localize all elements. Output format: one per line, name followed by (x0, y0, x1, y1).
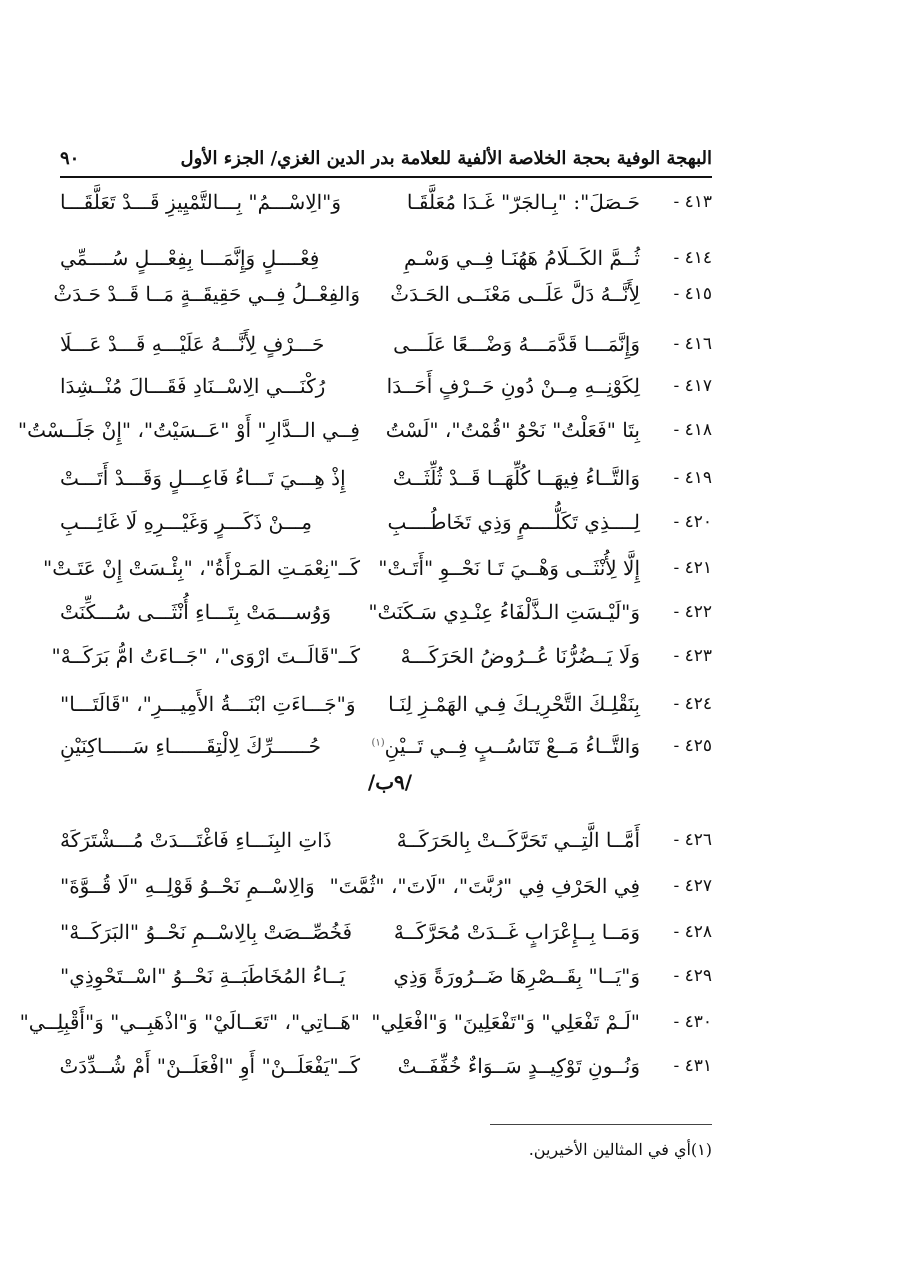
verse-415 (53, 272, 712, 316)
verse-426 (60, 818, 712, 862)
verse-number: ٤١٨ - (673, 420, 712, 440)
verse-second-hemistich: وَالِاسْــمِ نَحْــوُ قَوْلِــهِ "لَا قُــوَّةَ" (60, 874, 315, 898)
verse-first-hemistich: أَمَّــا الَّتِــي تَحَرَّكَــتْ بِالحَرَكَــهْ (396, 828, 640, 852)
verse-second-hemistich: فِــي الــدَّارِ" أَوْ "عَــسَيْتُ"، "إِنْ جَلَــسْتُ" (17, 418, 360, 442)
verse-second-hemistich: فِعْــــلٍ وَإِنَّمَـــا بِفِعْـــلٍ سُــــمِّي (60, 246, 320, 270)
verse-first-hemistich (360, 734, 640, 758)
verse-418 (17, 408, 712, 452)
hemistich-text: وَالتَّــاءُ مَــعْ تَنَاسُــبٍ فِــي تَــيْنِ (384, 734, 640, 758)
verse-second-hemistich: كَــ"نِعْمَـتِ المَـرْأَةُ"، "بِئْـسَتْ إِنْ عَتَـتْ" (43, 556, 360, 580)
verse-second-hemistich: حَـــرْفٍ لِأَنَّـــهُ عَلَيْـــهِ قَـــدْ عَـــلَا (60, 332, 325, 356)
footnote-rule (490, 1124, 712, 1125)
footnote-reference: (١) (371, 737, 385, 749)
verse-first-hemistich: إِلَّا لِأُنْثَــى وَهْــيَ تَـا نَحْــوِ "أَتَـتْ" (378, 556, 640, 580)
verse-number: ٤١٩ - (673, 468, 712, 488)
verse-second-hemistich: وَالفِعْــلُ فِــي حَقِيقَــةٍ مَــا قَــدْ حَـدَثْ (53, 282, 360, 306)
verse-428 (60, 910, 712, 954)
verse-number: ٤٣١ - (673, 1056, 712, 1076)
verse-420 (60, 500, 712, 544)
verse-first-hemistich: وَلَا يَــضُرُّنَا عُــرُوضُ الحَرَكَـــهْ (400, 644, 640, 668)
verse-first-hemistich: بِنَقْلِـكَ التَّحْرِيـكَ فِـي الهَمْـزِ لِنَـا (388, 692, 640, 716)
page-header (60, 140, 712, 176)
verse-second-hemistich: مِـــنْ ذَكَـــرٍ وَغَيْـــرِهِ لَا غَائِـــبِ (60, 510, 312, 534)
footnote: (١)أي في المثالين الأخيرين. (528, 1140, 712, 1159)
verse-first-hemistich: فِي الحَرْفِ فِي "رُبَّتَ"، "لَاتَ"، "ثُمَّتَ" (329, 874, 640, 898)
verse-number: ٤٢٦ - (673, 830, 712, 850)
verse-number: ٤٢٥ - (673, 736, 712, 756)
verse-number: ٤١٦ - (673, 334, 712, 354)
page-number: ٩٠ (60, 147, 80, 169)
verse-second-hemistich: رُكْنَـــي الِاسْــنَادِ فَقَـــالَ مُنْــشِدَا (60, 374, 326, 398)
verse-first-hemistich: ثُــمَّ الكَــلَامُ هَهُنَـا فِــي وَسْـمِ (403, 246, 640, 270)
verse-second-hemistich: فَخُصِّــصَتْ بِالِاسْــمِ نَحْــوُ "البَرَكَــهْ" (60, 920, 353, 944)
verse-second-hemistich: إِذْ هِـــيَ تَـــاءُ فَاعِـــلٍ وَقَـــدْ أَتَـــتْ (60, 466, 346, 490)
verse-first-hemistich: لِــــذِي تَكَلُّــــمٍ وَذِي تَخَاطُــــبِ (387, 510, 640, 534)
verse-number: ٤٢١ - (673, 558, 712, 578)
verse-second-hemistich: وَ"جَـــاءَتِ ابْنَـــةُ الأَمِيـــرِ"، "قَالَتَـــا" (60, 692, 356, 716)
verse-first-hemistich: وَالتَّــاءُ فِيهَــا كُلِّهَــا قَــدْ ثُلِّثَــتْ (392, 466, 640, 490)
verse-number: ٤٢٣ - (673, 646, 712, 666)
running-title: البهجة الوفية بحجة الخلاصة الألفية للعلامة بدر الدين الغزي/ الجزء الأول (180, 147, 712, 169)
verse-number: ٤٢٢ - (673, 602, 712, 622)
verse-first-hemistich: وَمَــا بِــإِعْرَابٍ غَــدَتْ مُحَرَّكَــهْ (393, 920, 640, 944)
verse-number: ٤٢٤ - (673, 694, 712, 714)
verse-419 (60, 456, 712, 500)
verse-430 (19, 1000, 712, 1044)
verse-second-hemistich: كَــ"قَالَــتَ ارْوَى"، "جَــاءَتُ امُّ بَرَكَــهْ" (51, 644, 360, 668)
verse-413 (60, 180, 712, 224)
verse-second-hemistich: "هَــاتِي"، "تَعَــالَيْ" وَ"اذْهَبِــي" وَ"أَقْبِلِــي" (19, 1010, 360, 1034)
verse-number: ٤١٧ - (673, 376, 712, 396)
verse-second-hemistich: ذَاتِ البِنَـــاءِ فَاغْتَـــدَتْ مُـــشْتَرَكَهْ (60, 828, 332, 852)
verse-first-hemistich: لِكَوْنِــهِ مِــنْ دُونِ حَــرْفٍ أَحَــدَا (386, 374, 640, 398)
verse-first-hemistich: بِتَا "فَعَلْتُ" نَحْوُ "قُمْتُ"، "لَسْتُ (385, 418, 640, 442)
verse-second-hemistich: يَــاءُ المُخَاطَبَــةِ نَحْــوُ "اسْــتَحْوِذِي" (60, 964, 346, 988)
verse-number: ٤٢٠ - (673, 512, 712, 532)
verse-416 (60, 322, 712, 366)
verse-427 (60, 864, 712, 908)
verse-417 (60, 364, 712, 408)
verse-number: ٤١٣ - (673, 192, 712, 212)
verse-second-hemistich: حُــــــرِّكَ لِالْتِقَــــــاءِ سَـــــاكِنَيْنِ (60, 734, 322, 758)
verse-first-hemistich: وَ"لَيْـسَتِ الـذَّلْفَاءُ عِنْـدِي سَـكَنَتْ" (368, 600, 640, 624)
verse-second-hemistich: كَــ"يَفْعَلَــنْ" أَوِ "افْعَلَــنْ" أَمْ شُــدِّدَتْ (59, 1054, 360, 1078)
folio-marker: /٩ب/ (367, 770, 413, 794)
verse-number: ٤٢٨ - (673, 922, 712, 942)
verse-number: ٤١٤ - (673, 248, 712, 268)
header-rule (60, 176, 712, 178)
verse-425 (60, 724, 712, 768)
verse-number: ٤١٥ - (673, 284, 712, 304)
verse-431 (60, 1044, 712, 1088)
verse-421 (43, 546, 712, 590)
verse-number: ٤٢٩ - (673, 966, 712, 986)
verse-number: ٤٢٧ - (673, 876, 712, 896)
verse-first-hemistich: حَـصَلَ": "بِـالجَرّ" غَـدَا مُعَلَّقَـا (406, 190, 640, 214)
verse-first-hemistich: لِأَنَّــهُ دَلَّ عَلَــى مَعْنَــى الحَـدَثْ (390, 282, 640, 306)
verse-first-hemistich: "لَـمْ تَفْعَلِي" وَ"تَفْعَلِينَ" وَ"افْعَلِي" (371, 1010, 640, 1034)
verse-423 (51, 634, 712, 678)
verse-second-hemistich: وَ"الِاسْـــمُ" بِـــالتَّمْيِيزِ قَـــدْ تَعَلَّقَـــا (60, 190, 342, 214)
verse-424 (60, 682, 712, 726)
verse-422 (60, 590, 712, 634)
verse-429 (60, 954, 712, 998)
verse-first-hemistich: وَ"يَــا" بِقَــصْرِهَا ضَــرُورَةً وَذِي (393, 964, 640, 988)
verse-first-hemistich: وَإِنَّمَـــا قَدَّمَـــهُ وَضْـــعًا عَلَـــى (393, 332, 640, 356)
verse-second-hemistich: وَوُســـمَتْ بِتَـــاءِ أُنْثَـــى سُـــكِّنَتْ (60, 600, 332, 624)
verse-first-hemistich: وَنُــونِ تَوْكِيــدٍ سَــوَاءٌ خُفِّفَــتْ (397, 1054, 640, 1078)
verse-number: ٤٣٠ - (673, 1012, 712, 1032)
